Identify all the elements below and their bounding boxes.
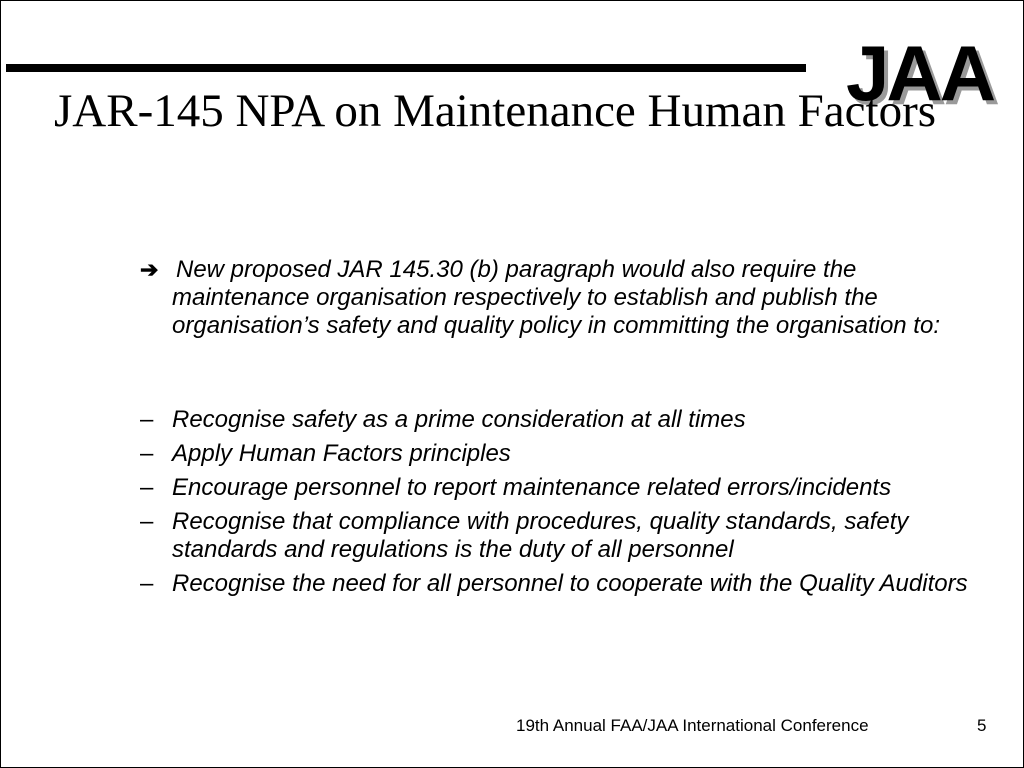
list-item — [140, 570, 970, 598]
intro-text: New proposed JAR 145.30 (b) paragraph would also require the maintenance organisation respectively to establish and publish the organisation’s safety and quality policy in committing the organisation to: — [172, 256, 940, 339]
dash-marker: – — [140, 508, 154, 535]
list-item-text: Recognise that compliance with procedures, quality standards, safety standards and regulations is the duty of all personnel — [172, 508, 909, 563]
commitment-list — [140, 406, 970, 604]
list-item — [140, 508, 970, 564]
page-number: 5 — [977, 716, 987, 735]
dash-marker: – — [140, 474, 154, 501]
list-item — [140, 440, 970, 468]
list-item-text: Encourage personnel to report maintenance related errors/incidents — [172, 474, 892, 501]
list-item — [140, 406, 970, 434]
right-arrow-icon: ➔ — [140, 257, 159, 282]
jaa-logo: JAA — [846, 29, 994, 117]
dash-marker: – — [140, 440, 154, 467]
footer-conference: 19th Annual FAA/JAA International Conference — [516, 716, 869, 735]
list-item-text: Apply Human Factors principles — [172, 440, 511, 467]
list-item-text: Recognise safety as a prime consideration at all times — [172, 406, 746, 433]
dash-marker: – — [140, 570, 154, 597]
slide-title: JAR-145 NPA on Maintenance Human Factors — [53, 85, 937, 137]
dash-marker: – — [140, 406, 154, 433]
list-item — [140, 474, 970, 502]
intro-bullet — [140, 256, 960, 340]
list-item-text: Recognise the need for all personnel to cooperate with the Quality Auditors — [172, 570, 968, 597]
title-rule — [6, 64, 806, 72]
